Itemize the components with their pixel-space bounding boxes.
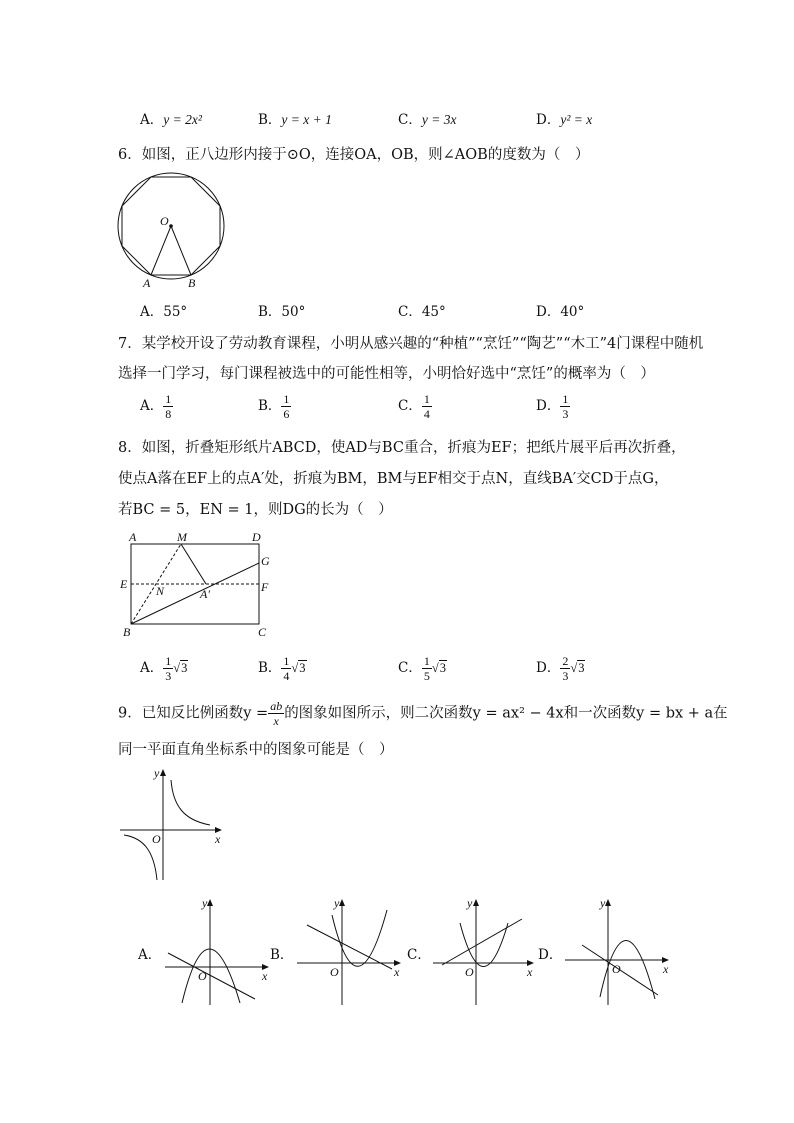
label-n: N: [156, 584, 165, 598]
q8-option-d: [536, 655, 585, 682]
fraction: [281, 393, 291, 420]
option-value: 45°: [421, 304, 446, 320]
label-a: A: [143, 276, 151, 290]
option-label: C．: [398, 398, 422, 414]
option-label: D．: [536, 398, 561, 414]
q7-option-d: [536, 393, 570, 420]
q6-option-c: [398, 300, 446, 320]
fraction-denominator: 6: [283, 407, 290, 421]
label-y: y: [202, 896, 208, 910]
fraction-denominator: x: [273, 714, 279, 728]
center-point: [169, 224, 173, 228]
option-expr: y = 3x: [421, 112, 457, 127]
radicand: 3: [439, 661, 446, 675]
fraction-numerator: 1: [283, 654, 290, 668]
fraction: [268, 700, 284, 727]
fraction-numerator: 1: [423, 654, 430, 668]
octagon-figure: [118, 170, 228, 290]
option-label: A．: [140, 304, 164, 320]
radicand: 3: [578, 661, 585, 675]
q8-stem-line1: 8．如图，折叠矩形纸片ABCD，使AD与BC重合，折痕为EF；把纸片展平后再次折叠，: [118, 440, 686, 456]
hyperbola-branch-q1: [171, 780, 210, 825]
q8-option-b: [258, 655, 307, 682]
sqrt: √3: [173, 661, 188, 675]
option-label: C．: [398, 112, 422, 128]
stem-text: 9．已知反比例函数y =: [118, 705, 269, 722]
y-axis-arrow: [473, 899, 479, 906]
y-axis-arrow: [339, 899, 345, 906]
label-e: E: [120, 577, 128, 591]
line: [307, 925, 392, 969]
q5-option-c: [398, 108, 456, 128]
sqrt: √3: [291, 661, 306, 675]
fraction: [422, 393, 432, 420]
fraction-numerator: ab: [270, 699, 283, 713]
fraction-denominator: 4: [283, 669, 290, 683]
fraction: [163, 393, 173, 420]
q9-stem-line1: [118, 700, 728, 727]
fraction-denominator: 8: [165, 407, 172, 421]
q9-option-d-label: D．: [538, 947, 563, 963]
fraction-numerator: 1: [423, 392, 430, 406]
fraction-numerator: 1: [562, 392, 569, 406]
option-label: D．: [536, 660, 561, 676]
option-label: B．: [258, 398, 282, 414]
sqrt: √3: [431, 661, 446, 675]
q6-option-a: [140, 300, 187, 320]
q9-option-b-graph: [292, 895, 412, 1007]
fraction-denominator: 5: [423, 669, 430, 683]
parabola: [460, 923, 508, 967]
label-o: O: [160, 214, 169, 228]
q6-option-b: [258, 300, 305, 320]
fraction: [163, 655, 173, 682]
fraction-denominator: 4: [423, 407, 430, 421]
q7-option-b: [258, 393, 291, 420]
fraction: [281, 655, 291, 682]
label-a: A: [129, 530, 137, 544]
line: [168, 953, 255, 999]
q8-stem-line2: 使点A落在EF上的点A′处，折痕为BM，BM与EF相交于点N，直线BA′交CD于点G，: [118, 471, 669, 487]
q7-option-a: [140, 393, 173, 420]
fraction: [560, 655, 570, 682]
option-value: 55°: [163, 304, 188, 320]
segment-ob: [171, 226, 191, 275]
fraction-numerator: 1: [165, 654, 172, 668]
fraction-denominator: 3: [562, 669, 569, 683]
q7-stem-line2: 选择一门学习，每门课程被选中的可能性相等，小明恰好选中“烹饪”的概率为（ ）: [118, 366, 655, 382]
segment-ma-prime: [181, 544, 206, 584]
option-label: B．: [258, 660, 282, 676]
fraction: [422, 655, 432, 682]
option-label: D．: [536, 304, 561, 320]
q7-stem-line1: 7．某学校开设了劳动教育课程，小明从感兴趣的“种植”“烹饪”“陶艺”“木工”4门课程中随机: [118, 336, 704, 352]
label-a-prime: A′: [200, 587, 210, 601]
rectangle-fold-figure: [118, 530, 278, 640]
hyperbola-graph: [118, 765, 228, 885]
label-m: M: [177, 530, 187, 544]
fraction-denominator: 3: [562, 407, 569, 421]
option-expr: y² = x: [560, 112, 593, 127]
q8-stem-line3: 若BC = 5，EN = 1，则DG的长为（ ）: [118, 502, 393, 518]
label-b: B: [188, 276, 196, 290]
option-label: C．: [398, 304, 422, 320]
q5-option-a: [140, 108, 202, 128]
q9-option-c-label: C．: [407, 947, 431, 963]
label-y: y: [154, 766, 160, 780]
label-x: x: [527, 965, 533, 979]
option-label: D．: [536, 112, 561, 128]
q8-option-c: [398, 655, 447, 682]
q6-option-d: [536, 300, 584, 320]
label-g: G: [261, 554, 270, 568]
label-o: O: [198, 969, 207, 983]
label-y: y: [467, 896, 473, 910]
rectangle-abcd: [131, 544, 259, 624]
label-x: x: [262, 969, 268, 983]
label-o: O: [612, 962, 621, 976]
option-label: A．: [140, 398, 164, 414]
q5-option-d: [536, 108, 592, 128]
option-value: 50°: [281, 304, 306, 320]
fraction-numerator: 1: [283, 392, 290, 406]
q9-option-a-graph: [160, 895, 280, 1007]
y-axis-arrow: [207, 899, 213, 906]
label-o: O: [330, 965, 339, 979]
y-axis-arrow: [160, 769, 166, 776]
y-axis-arrow: [605, 899, 611, 906]
fraction-numerator: 2: [562, 654, 569, 668]
q6-stem: 6．如图，正八边形内接于⊙O，连接OA，OB，则∠AOB的度数为（ ）: [118, 147, 590, 163]
q9-stem-line2: 同一平面直角坐标系中的图象可能是（ ）: [118, 742, 394, 758]
stem-text: 的图象如图所示，则二次函数y = ax² − 4x和一次函数y = bx + a在: [284, 705, 728, 722]
label-d: D: [252, 530, 261, 544]
option-label: C．: [398, 660, 422, 676]
q9-option-b-label: B．: [270, 947, 294, 963]
label-o: O: [465, 965, 474, 979]
option-label: A．: [140, 660, 164, 676]
label-b: B: [123, 625, 131, 639]
option-expr: y = x + 1: [281, 112, 332, 127]
option-label: A．: [140, 112, 164, 128]
option-expr: y = 2x²: [163, 112, 202, 127]
label-o: O: [152, 832, 161, 846]
q9-option-d-graph: [560, 895, 680, 1007]
q9-option-c-graph: [428, 895, 548, 1007]
fraction-numerator: 1: [165, 392, 172, 406]
option-label: B．: [258, 112, 282, 128]
label-x: x: [394, 965, 400, 979]
option-label: B．: [258, 304, 282, 320]
label-x: x: [215, 832, 221, 846]
q5-option-b: [258, 108, 332, 128]
option-value: 40°: [560, 304, 585, 320]
label-y: y: [334, 896, 340, 910]
radicand: 3: [299, 661, 306, 675]
q9-option-a-label: A．: [138, 947, 162, 963]
label-c: C: [258, 625, 267, 639]
label-x: x: [663, 962, 669, 976]
parabola: [332, 910, 387, 966]
fraction-denominator: 3: [165, 669, 172, 683]
fraction: [560, 393, 570, 420]
label-f: F: [261, 580, 269, 594]
q7-option-c: [398, 393, 432, 420]
q8-option-a: [140, 655, 188, 682]
radicand: 3: [181, 661, 188, 675]
sqrt: √3: [570, 661, 585, 675]
label-y: y: [600, 896, 606, 910]
line: [442, 919, 522, 965]
segment-oa: [151, 226, 171, 275]
